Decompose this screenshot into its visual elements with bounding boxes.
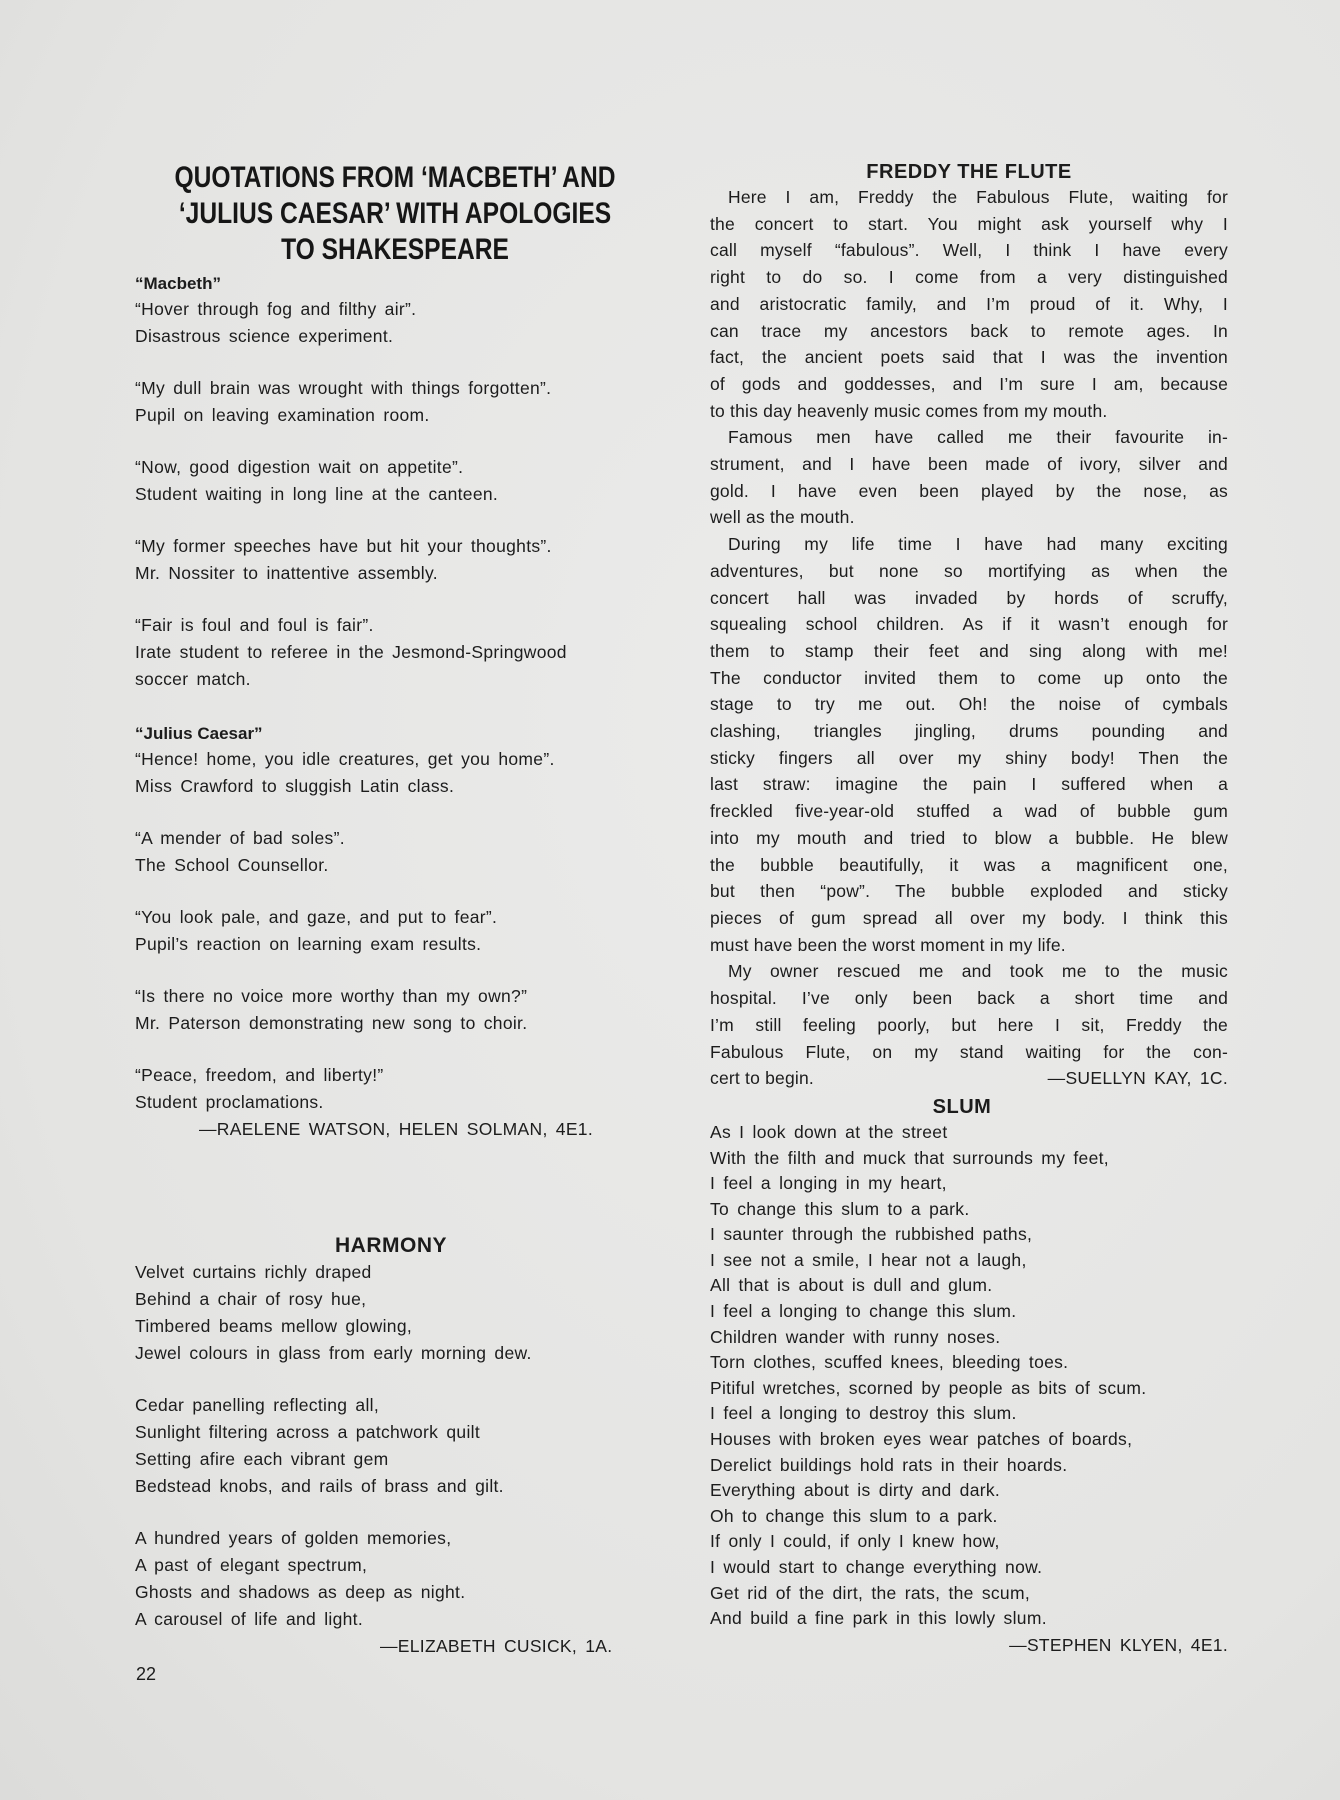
paragraph-line: must have been the worst moment in my life. bbox=[710, 934, 1066, 955]
paragraph-line: them to stamp their feet and sing along with me! bbox=[710, 640, 1228, 661]
paragraph-line: stage to try me out. Oh! the noise of cymbals bbox=[710, 694, 1228, 715]
quote-text: “Now, good digestion wait on appetite”. bbox=[135, 457, 464, 477]
poem-line: Children wander with runny noses. bbox=[710, 1326, 1001, 1347]
left-column bbox=[135, 160, 665, 1143]
quote-context: Miss Crawford to sluggish Latin class. bbox=[135, 776, 455, 796]
paragraph-line: sticky fingers all over my shiny body! Then the bbox=[710, 747, 1228, 768]
quote-context: The School Counsellor. bbox=[135, 855, 329, 875]
quote-context: Student waiting in long line at the canteen. bbox=[135, 484, 499, 504]
paragraph-line: strument, and I have been made of ivory, silver and bbox=[710, 454, 1228, 475]
paragraph-line: During my life time I have had many exciting bbox=[728, 534, 1228, 555]
paragraph-line: call myself “fabulous”. Well, I think I have every bbox=[710, 240, 1228, 261]
paragraph-line: right to do so. I come from a very distinguished bbox=[710, 267, 1228, 288]
quote-item bbox=[135, 375, 665, 429]
paragraph-line: Famous men have called me their favourite in- bbox=[728, 427, 1228, 448]
paragraph-line: the bubble beautifully, it was a magnificent one, bbox=[710, 854, 1228, 875]
quote-text: “Hence! home, you idle creatures, get you home”. bbox=[135, 749, 555, 769]
quote-context: Student proclamations. bbox=[135, 1092, 324, 1112]
paragraph-line: and aristocratic family, and I’m proud of it. Why, I bbox=[710, 293, 1228, 314]
paragraph-line: cert to begin. bbox=[710, 1068, 814, 1089]
quote-context: Irate student to referee in the Jesmond-Springwood bbox=[135, 642, 567, 662]
paragraph-line: last straw: imagine the pain I suffered when a bbox=[710, 774, 1228, 795]
poem-line: Pitiful wretches, scorned by people as bits of scum. bbox=[710, 1377, 1147, 1398]
quote-item bbox=[135, 746, 665, 800]
paragraph-line: pieces of gum spread all over my body. I think this bbox=[710, 907, 1228, 928]
quote-item bbox=[135, 533, 665, 587]
quote-item bbox=[135, 983, 665, 1037]
poem-line: I would start to change everything now. bbox=[710, 1557, 1043, 1577]
paragraph-line: clashing, triangles jingling, drums pounding and bbox=[710, 721, 1228, 742]
quotations-title bbox=[165, 160, 624, 268]
paragraph-line: well as the mouth. bbox=[710, 507, 855, 528]
page-number: 22 bbox=[136, 1664, 157, 1684]
quote-text: “My dull brain was wrought with things forgotten”. bbox=[135, 378, 552, 398]
quote-item bbox=[135, 1062, 665, 1116]
poem-line: A carousel of life and light. bbox=[135, 1609, 363, 1629]
quote-text: “A mender of bad soles”. bbox=[135, 828, 345, 848]
poem-line: I feel a longing to change this slum. bbox=[710, 1301, 1017, 1322]
poem-line: I saunter through the rubbished paths, bbox=[710, 1224, 1033, 1245]
poem-line: Ghosts and shadows as deep as night. bbox=[135, 1582, 466, 1602]
paragraph-line: into my mouth and tried to blow a bubble. He blew bbox=[710, 827, 1228, 848]
poem-line: I see not a smile, I hear not a laugh, bbox=[710, 1249, 1027, 1270]
slum-body bbox=[710, 1120, 1228, 1632]
poem-line: Behind a chair of rosy hue, bbox=[135, 1289, 367, 1309]
paragraph-line: to this day heavenly music comes from my mouth. bbox=[710, 400, 1108, 421]
poem-line: Sunlight filtering across a patchwork quilt bbox=[135, 1422, 481, 1442]
quote-context: Pupil on leaving examination room. bbox=[135, 405, 430, 425]
poem-line: Houses with broken eyes wear patches of boards, bbox=[710, 1429, 1133, 1450]
paragraph-line: I’m still feeling poorly, but here I sit, Freddy the bbox=[710, 1014, 1228, 1035]
harmony-title: HARMONY bbox=[335, 1234, 447, 1257]
freddy-body bbox=[710, 184, 1228, 1092]
poem-line: Derelict buildings hold rats in their hoards. bbox=[710, 1454, 1068, 1475]
quote-text: “My former speeches have but hit your thoughts”. bbox=[135, 536, 552, 556]
quote-text: “You look pale, and gaze, and put to fear”. bbox=[135, 907, 498, 927]
title-line: QUOTATIONS FROM ‘MACBETH’ AND bbox=[174, 161, 616, 194]
paragraph-line: freckled five-year-old stuffed a wad of bubble gum bbox=[710, 801, 1228, 822]
paragraph-line: The conductor invited them to come up onto the bbox=[710, 667, 1228, 688]
stanza bbox=[135, 1392, 665, 1500]
freddy-byline: —SUELLYN KAY, 1C. bbox=[1047, 1067, 1228, 1088]
title-line: ‘JULIUS CAESAR’ WITH APOLOGIES bbox=[178, 197, 612, 230]
stanza bbox=[135, 1525, 665, 1633]
paragraph-line: adventures, but none so mortifying as when the bbox=[710, 560, 1228, 581]
paragraph-line: of gods and goddesses, and I’m sure I am, because bbox=[710, 373, 1228, 394]
quotations-article bbox=[135, 160, 665, 1143]
quotations-byline: —RAELENE WATSON, HELEN SOLMAN, 4E1. bbox=[199, 1119, 593, 1139]
quote-context: soccer match. bbox=[135, 669, 251, 689]
paragraph-line: concert hall was invaded by hords of scruffy, bbox=[710, 587, 1228, 608]
quote-item bbox=[135, 454, 665, 508]
quote-context: Mr. Nossiter to inattentive assembly. bbox=[135, 563, 438, 583]
quote-item bbox=[135, 825, 665, 879]
poem-line: All that is about is dull and glum. bbox=[710, 1275, 993, 1296]
stanza bbox=[135, 1259, 665, 1367]
quote-text: “Hover through fog and filthy air”. bbox=[135, 299, 417, 319]
macbeth-heading: “Macbeth” bbox=[135, 274, 221, 293]
caesar-heading: “Julius Caesar” bbox=[135, 724, 263, 743]
harmony-poem bbox=[135, 1233, 665, 1660]
paragraph-line: Here I am, Freddy the Fabulous Flute, waiting for bbox=[728, 187, 1228, 207]
poem-line: Oh to change this slum to a park. bbox=[710, 1505, 998, 1526]
quote-item bbox=[135, 904, 665, 958]
quote-context: Pupil’s reaction on learning exam results. bbox=[135, 934, 482, 954]
title-line: TO SHAKESPEARE bbox=[281, 233, 509, 266]
paragraph-line: Fabulous Flute, on my stand waiting for the con- bbox=[710, 1041, 1228, 1062]
poem-line: Timbered beams mellow glowing, bbox=[135, 1316, 413, 1336]
poem-line: And build a fine park in this lowly slum. bbox=[710, 1608, 1047, 1629]
paragraph-line: can trace my ancestors back to remote ages. In bbox=[710, 320, 1228, 341]
paragraph-line: My owner rescued me and took me to the music bbox=[728, 961, 1228, 982]
right-column bbox=[710, 160, 1228, 1659]
freddy-article bbox=[710, 160, 1228, 1092]
paragraph-line: squealing school children. As if it wasn’t enough for bbox=[710, 614, 1228, 635]
poem-line: Torn clothes, scuffed knees, bleeding toes. bbox=[710, 1352, 1069, 1373]
poem-line: I feel a longing to destroy this slum. bbox=[710, 1403, 1017, 1424]
freddy-title: FREDDY THE FLUTE bbox=[866, 161, 1072, 183]
slum-poem bbox=[710, 1094, 1228, 1659]
poem-line: Velvet curtains richly draped bbox=[135, 1262, 372, 1282]
poem-line: Get rid of the dirt, the rats, the scum, bbox=[710, 1582, 1031, 1603]
poem-line: A past of elegant spectrum, bbox=[135, 1555, 368, 1575]
quote-item bbox=[135, 296, 665, 350]
poem-line: Jewel colours in glass from early morning dew. bbox=[135, 1343, 532, 1363]
quote-context: Disastrous science experiment. bbox=[135, 326, 394, 346]
quote-text: “Is there no voice more worthy than my own?” bbox=[135, 986, 528, 1006]
poem-line: To change this slum to a park. bbox=[710, 1198, 970, 1219]
paragraph-line: gold. I have even been played by the nose, as bbox=[710, 480, 1228, 501]
paragraph-line: fact, the ancient poets said that I was the invention bbox=[710, 347, 1228, 368]
paragraph-line: hospital. I’ve only been back a short time and bbox=[710, 988, 1228, 1009]
quote-item bbox=[135, 612, 665, 693]
slum-title: SLUM bbox=[932, 1095, 992, 1118]
paragraph-line: but then “pow”. The bubble exploded and sticky bbox=[710, 881, 1228, 902]
harmony-byline: —ELIZABETH CUSICK, 1A. bbox=[380, 1636, 613, 1656]
quote-text: “Fair is foul and foul is fair”. bbox=[135, 615, 374, 635]
poem-line: A hundred years of golden memories, bbox=[135, 1528, 452, 1548]
paragraph-line: the concert to start. You might ask yourself why I bbox=[710, 213, 1228, 234]
poem-line: Cedar panelling reflecting all, bbox=[135, 1395, 379, 1415]
slum-byline: —STEPHEN KLYEN, 4E1. bbox=[1009, 1634, 1228, 1655]
poem-line: I feel a longing in my heart, bbox=[710, 1173, 947, 1194]
poem-line: With the filth and muck that surrounds my feet, bbox=[710, 1147, 1109, 1168]
quote-text: “Peace, freedom, and liberty!” bbox=[135, 1065, 384, 1085]
poem-line: Setting afire each vibrant gem bbox=[135, 1449, 389, 1469]
quote-context: Mr. Paterson demonstrating new song to choir. bbox=[135, 1013, 528, 1033]
poem-line: Bedstead knobs, and rails of brass and gilt. bbox=[135, 1476, 504, 1496]
poem-line: Everything about is dirty and dark. bbox=[710, 1480, 1001, 1501]
poem-line: If only I could, if only I knew how, bbox=[710, 1531, 1000, 1552]
poem-line: As I look down at the street bbox=[710, 1121, 948, 1142]
